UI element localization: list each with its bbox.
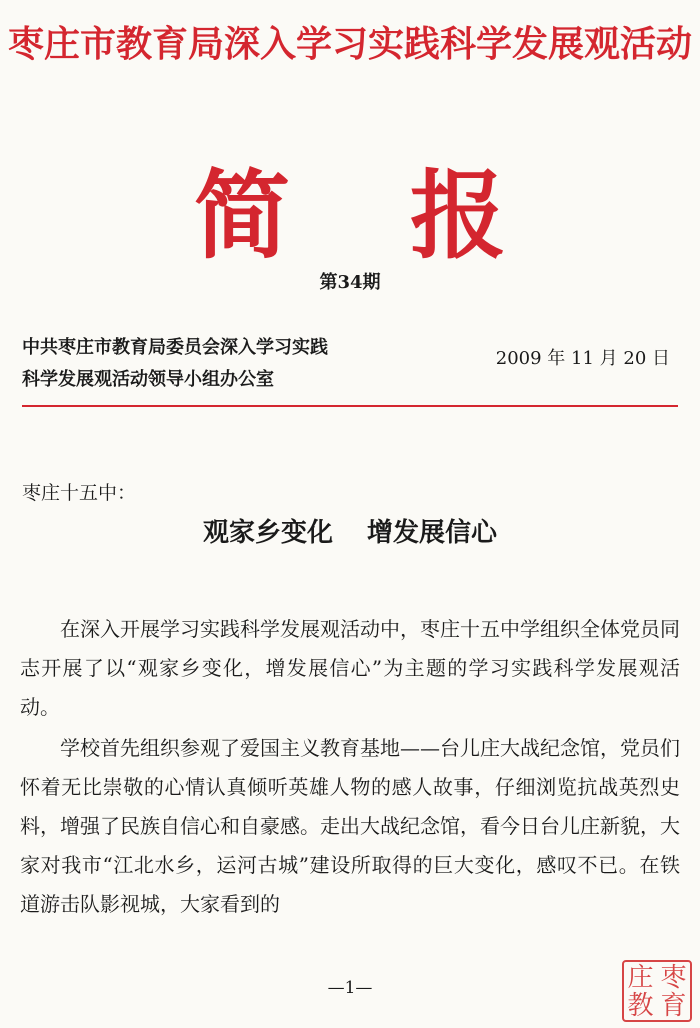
body-paragraph-1: 在深入开展学习实践科学发展观活动中，枣庄十五中学组织全体党员同志开展了以“观家乡变化，增发展信心”为主题的学习实践科学发展观活动。 <box>20 617 680 719</box>
article-title-part-1: 观家乡变化 <box>202 518 333 548</box>
organization-title: 枣庄市教育局深入学习实践科学发展观活动 <box>7 23 692 65</box>
seal-char-2: 枣 <box>660 963 687 993</box>
issuer-line-2: 科学发展观活动领导小组办公室 <box>22 369 274 390</box>
body-paragraph-2: 学校首先组织参观了爱国主义教育基地——台儿庄大战纪念馆，党员们怀着无比崇敬的心情认真倾听英雄人物的感人故事，仔细浏览抗战英烈史料，增强了民族自信心和自豪感。走出大战纪念馆，看今日台儿庄新貌，大家对我市“江北水乡，运河古城”建设所取得的巨大变化，感叹不已。在铁道游击队影视城，大家看到的 <box>20 736 680 916</box>
seal-char-4: 育 <box>660 991 687 1021</box>
seal-char-1: 庄 <box>627 963 654 993</box>
issuer-line-1: 中共枣庄市教育局委员会深入学习实践 <box>22 337 328 358</box>
issuer-block <box>22 332 442 396</box>
article-body <box>20 610 680 926</box>
article-title-part-2: 增发展信心 <box>367 518 498 548</box>
seal-char-3: 教 <box>627 991 654 1021</box>
issue-date: 2009 年 11 月 20 日 <box>495 348 670 369</box>
seal-stamp <box>622 960 692 1022</box>
bulletin-title: 简报 <box>194 159 626 272</box>
recipient: 枣庄十五中： <box>22 482 137 504</box>
issue-number: 第34期 <box>319 272 381 293</box>
header-divider <box>22 405 678 407</box>
article-title <box>0 512 700 549</box>
page-number: —1— <box>327 978 373 998</box>
